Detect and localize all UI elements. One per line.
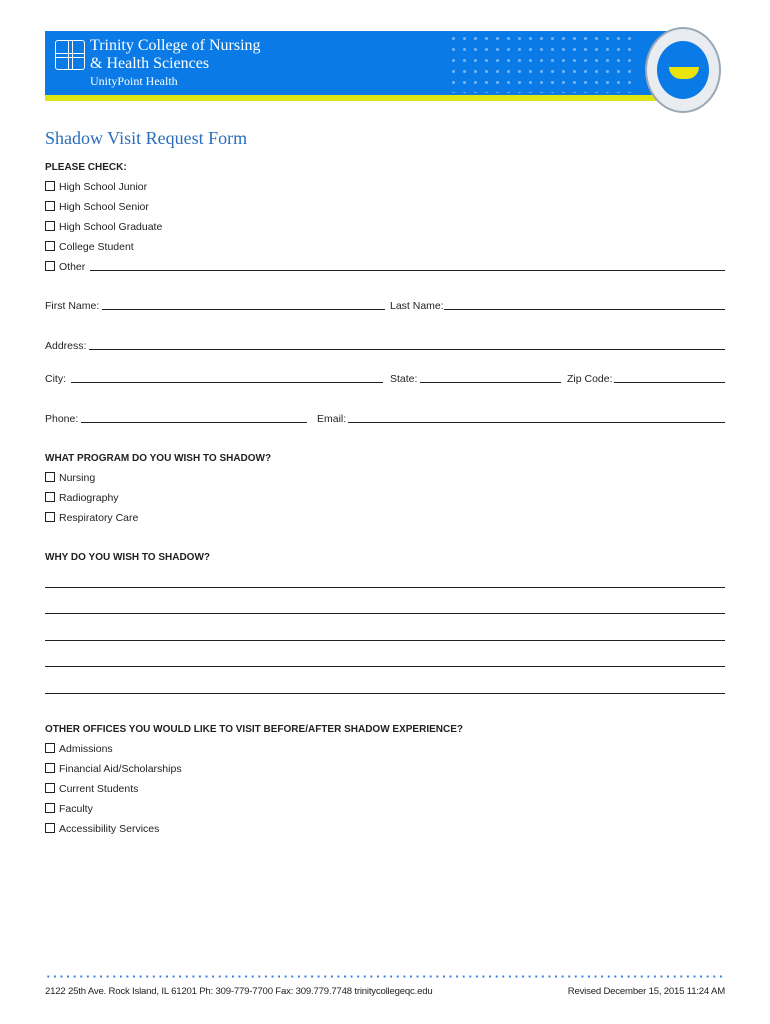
other-input-line[interactable] (90, 270, 725, 271)
checkbox-icon[interactable] (45, 181, 55, 191)
option-label: High School Junior (59, 181, 148, 193)
option-label: Radiography (59, 492, 119, 504)
state-input[interactable] (420, 382, 561, 383)
checkbox-icon[interactable] (45, 743, 55, 753)
footer-dotted-divider (45, 975, 725, 978)
why-input-line-5[interactable] (45, 693, 725, 694)
why-input-line-3[interactable] (45, 640, 725, 641)
option-label: Faculty (59, 803, 93, 815)
zip-label: Zip Code: (567, 373, 613, 385)
parent-org: UnityPoint Health (90, 74, 178, 88)
checkbox-icon[interactable] (45, 201, 55, 211)
option-label: Accessibility Services (59, 823, 160, 835)
phone-input[interactable] (81, 422, 307, 423)
college-seal-logo (645, 27, 721, 113)
checkbox-high-school-senior[interactable] (45, 201, 149, 213)
phone-label: Phone: (45, 413, 79, 425)
checkbox-financial-aid[interactable] (45, 763, 182, 775)
college-name-line2: & Health Sciences (90, 55, 210, 72)
why-input-line-1[interactable] (45, 587, 725, 588)
page-title: Shadow Visit Request Form (45, 128, 248, 148)
checkbox-icon[interactable] (45, 241, 55, 251)
state-label: State: (390, 373, 418, 385)
checkbox-icon[interactable] (45, 261, 55, 271)
address-input[interactable] (89, 349, 725, 350)
checkbox-respiratory-care[interactable] (45, 512, 138, 524)
address-label: Address: (45, 340, 87, 352)
checkbox-icon[interactable] (45, 512, 55, 522)
why-heading: WHY DO YOU WISH TO SHADOW? (45, 552, 211, 563)
option-label: Current Students (59, 783, 139, 795)
checkbox-high-school-graduate[interactable] (45, 221, 162, 233)
city-input[interactable] (71, 382, 383, 383)
footer-contact: 2122 25th Ave. Rock Island, IL 61201 Ph: 309-779-7700 Fax: 309.779.7748 trinitycollegeqc.edu (45, 986, 433, 997)
checkbox-icon[interactable] (45, 783, 55, 793)
option-label: College Student (59, 241, 134, 253)
checkbox-icon[interactable] (45, 472, 55, 482)
checkbox-accessibility-services[interactable] (45, 823, 159, 835)
checkbox-nursing[interactable] (45, 472, 95, 484)
checkbox-admissions[interactable] (45, 743, 113, 755)
email-label: Email: (317, 413, 347, 425)
option-label: Respiratory Care (59, 512, 139, 524)
checkbox-current-students[interactable] (45, 783, 138, 795)
checkbox-high-school-junior[interactable] (45, 181, 147, 193)
program-heading: WHAT PROGRAM DO YOU WISH TO SHADOW? (45, 453, 272, 464)
email-input[interactable] (348, 422, 725, 423)
option-label: High School Senior (59, 201, 149, 213)
checkbox-icon[interactable] (45, 803, 55, 813)
why-input-line-2[interactable] (45, 613, 725, 614)
checkbox-radiography[interactable] (45, 492, 119, 504)
college-name-line1: Trinity College of Nursing (90, 37, 261, 54)
please-check-heading: PLEASE CHECK: (45, 162, 127, 173)
option-label: High School Graduate (59, 221, 163, 233)
cross-logo-icon (55, 40, 85, 70)
first-name-input[interactable] (102, 309, 385, 310)
checkbox-other[interactable] (45, 261, 85, 273)
footer-revised-date: Revised December 15, 2015 11:24 AM (567, 986, 725, 997)
last-name-input[interactable] (444, 309, 725, 310)
why-input-line-4[interactable] (45, 666, 725, 667)
option-label: Financial Aid/Scholarships (59, 763, 182, 775)
option-label: Other (59, 261, 86, 273)
checkbox-icon[interactable] (45, 221, 55, 231)
checkbox-icon[interactable] (45, 823, 55, 833)
decorative-dot-pattern (448, 33, 638, 93)
last-name-label: Last Name: (390, 300, 444, 312)
checkbox-icon[interactable] (45, 492, 55, 502)
checkbox-faculty[interactable] (45, 803, 93, 815)
option-label: Nursing (59, 472, 96, 484)
checkbox-icon[interactable] (45, 763, 55, 773)
option-label: Admissions (59, 743, 113, 755)
checkbox-college-student[interactable] (45, 241, 134, 253)
first-name-label: First Name: (45, 300, 100, 312)
offices-heading: OTHER OFFICES YOU WOULD LIKE TO VISIT BEFORE/AFTER SHADOW EXPERIENCE? (45, 724, 463, 735)
header-accent-bar (45, 95, 670, 101)
city-label: City: (45, 373, 66, 385)
zip-input[interactable] (614, 382, 725, 383)
